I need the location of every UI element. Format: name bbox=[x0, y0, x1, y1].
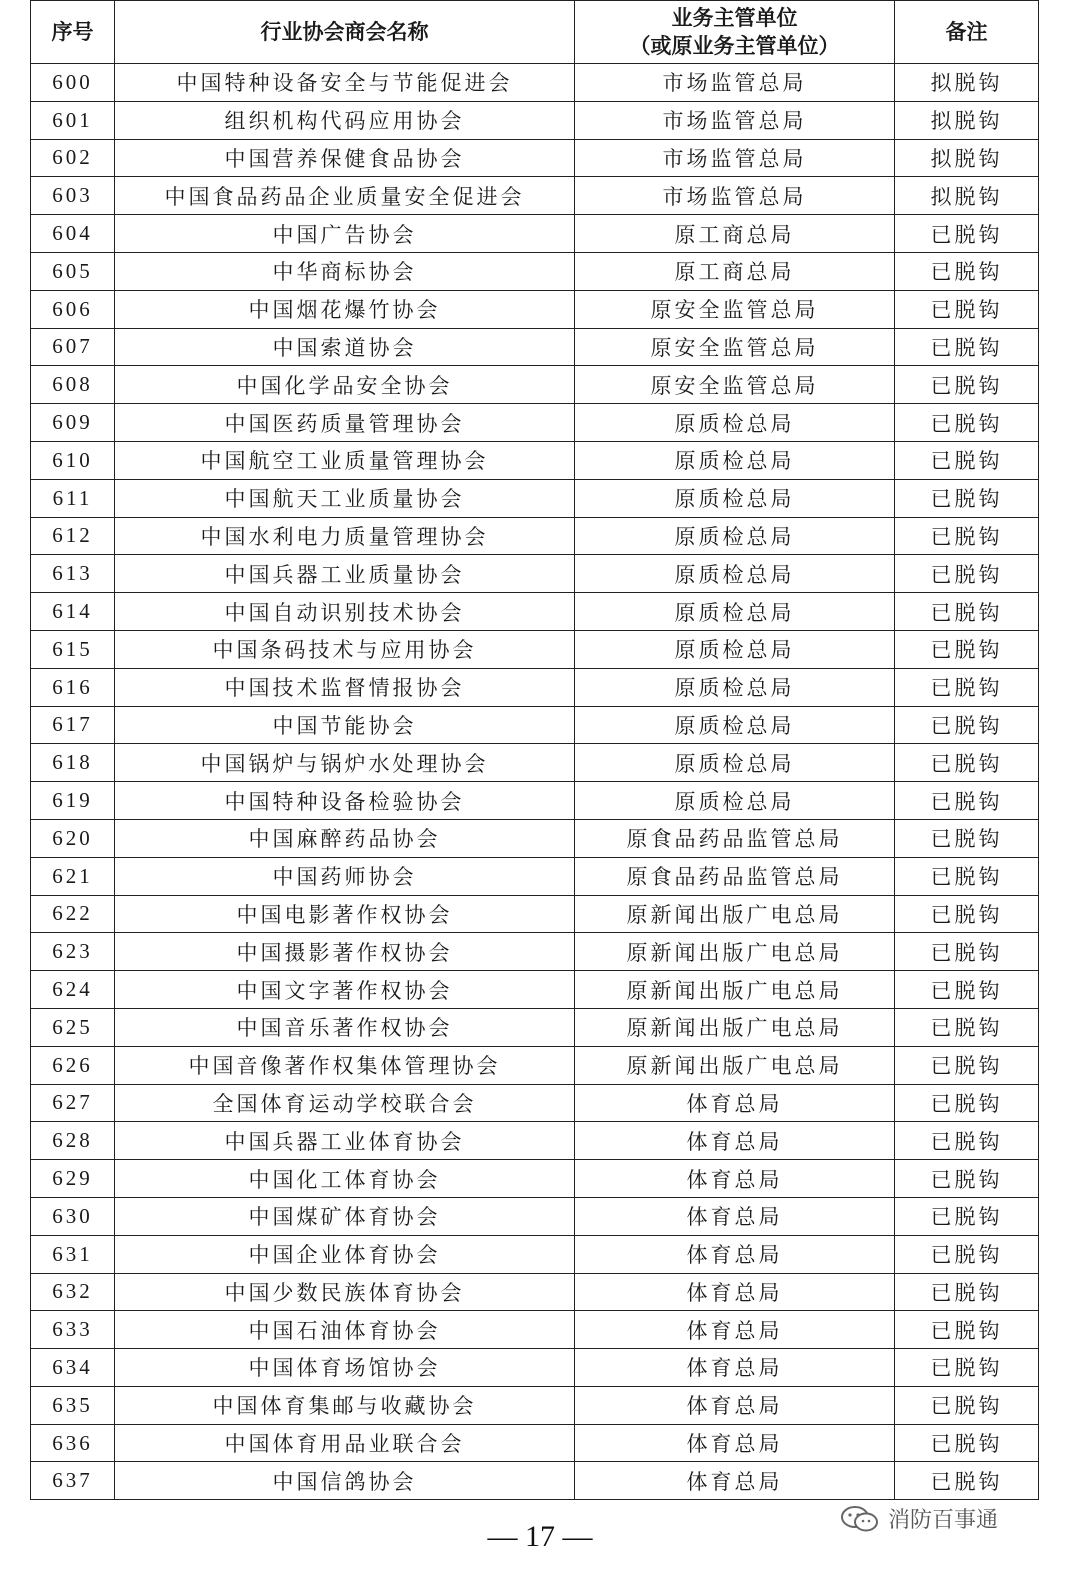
row-number: 620 bbox=[31, 819, 115, 857]
association-name: 中国药师协会 bbox=[115, 857, 575, 895]
supervising-authority: 体育总局 bbox=[575, 1235, 895, 1273]
row-number: 637 bbox=[31, 1462, 115, 1500]
watermark bbox=[840, 1503, 998, 1534]
table-row bbox=[31, 252, 1039, 290]
supervising-authority: 原质检总局 bbox=[575, 668, 895, 706]
row-number: 624 bbox=[31, 971, 115, 1009]
association-name: 中国广告协会 bbox=[115, 215, 575, 253]
supervising-authority: 体育总局 bbox=[575, 1273, 895, 1311]
row-number: 601 bbox=[31, 101, 115, 139]
table-row bbox=[31, 1349, 1039, 1387]
row-number: 627 bbox=[31, 1084, 115, 1122]
table-row bbox=[31, 101, 1039, 139]
row-number: 605 bbox=[31, 252, 115, 290]
remark: 拟脱钩 bbox=[895, 139, 1039, 177]
remark: 已脱钩 bbox=[895, 517, 1039, 555]
row-number: 604 bbox=[31, 215, 115, 253]
remark: 已脱钩 bbox=[895, 1160, 1039, 1198]
supervising-authority: 原质检总局 bbox=[575, 479, 895, 517]
association-name: 中华商标协会 bbox=[115, 252, 575, 290]
supervising-authority: 体育总局 bbox=[575, 1197, 895, 1235]
table-row bbox=[31, 668, 1039, 706]
association-name: 中国条码技术与应用协会 bbox=[115, 630, 575, 668]
remark: 已脱钩 bbox=[895, 971, 1039, 1009]
supervising-authority: 原新闻出版广电总局 bbox=[575, 895, 895, 933]
row-number: 606 bbox=[31, 290, 115, 328]
supervising-authority: 原工商总局 bbox=[575, 215, 895, 253]
header-name: 行业协会商会名称 bbox=[115, 1, 575, 64]
row-number: 603 bbox=[31, 177, 115, 215]
table-row bbox=[31, 139, 1039, 177]
row-number: 619 bbox=[31, 782, 115, 820]
supervising-authority: 原质检总局 bbox=[575, 744, 895, 782]
association-name: 中国锅炉与锅炉水处理协会 bbox=[115, 744, 575, 782]
row-number: 633 bbox=[31, 1311, 115, 1349]
table-row bbox=[31, 328, 1039, 366]
association-name: 中国医药质量管理协会 bbox=[115, 404, 575, 442]
supervising-authority: 原工商总局 bbox=[575, 252, 895, 290]
remark: 已脱钩 bbox=[895, 1122, 1039, 1160]
page-number: — 17 — bbox=[487, 1520, 593, 1553]
table-row bbox=[31, 1273, 1039, 1311]
row-number: 628 bbox=[31, 1122, 115, 1160]
remark: 拟脱钩 bbox=[895, 64, 1039, 102]
remark: 已脱钩 bbox=[895, 1008, 1039, 1046]
table-row bbox=[31, 1462, 1039, 1500]
supervising-authority: 市场监管总局 bbox=[575, 177, 895, 215]
table-row bbox=[31, 1386, 1039, 1424]
association-name: 中国烟花爆竹协会 bbox=[115, 290, 575, 328]
row-number: 612 bbox=[31, 517, 115, 555]
association-name: 中国体育用品业联合会 bbox=[115, 1424, 575, 1462]
association-name: 中国兵器工业体育协会 bbox=[115, 1122, 575, 1160]
supervising-authority: 原安全监管总局 bbox=[575, 290, 895, 328]
row-number: 625 bbox=[31, 1008, 115, 1046]
table-header-row bbox=[31, 1, 1039, 64]
supervising-authority: 原食品药品监管总局 bbox=[575, 819, 895, 857]
supervising-authority: 原安全监管总局 bbox=[575, 328, 895, 366]
table-row bbox=[31, 404, 1039, 442]
table-row bbox=[31, 177, 1039, 215]
table-row bbox=[31, 441, 1039, 479]
remark: 已脱钩 bbox=[895, 933, 1039, 971]
header-no: 序号 bbox=[31, 1, 115, 64]
supervising-authority: 原质检总局 bbox=[575, 782, 895, 820]
association-name: 中国化工体育协会 bbox=[115, 1160, 575, 1198]
row-number: 636 bbox=[31, 1424, 115, 1462]
remark: 已脱钩 bbox=[895, 744, 1039, 782]
table-row bbox=[31, 290, 1039, 328]
remark: 已脱钩 bbox=[895, 593, 1039, 631]
supervising-authority: 体育总局 bbox=[575, 1122, 895, 1160]
row-number: 635 bbox=[31, 1386, 115, 1424]
table-row bbox=[31, 744, 1039, 782]
row-number: 632 bbox=[31, 1273, 115, 1311]
remark: 已脱钩 bbox=[895, 1311, 1039, 1349]
remark: 已脱钩 bbox=[895, 1197, 1039, 1235]
row-number: 622 bbox=[31, 895, 115, 933]
remark: 已脱钩 bbox=[895, 1424, 1039, 1462]
row-number: 608 bbox=[31, 366, 115, 404]
association-table bbox=[30, 0, 1039, 1500]
association-name: 中国石油体育协会 bbox=[115, 1311, 575, 1349]
table-row bbox=[31, 971, 1039, 1009]
association-name: 中国水利电力质量管理协会 bbox=[115, 517, 575, 555]
row-number: 611 bbox=[31, 479, 115, 517]
remark: 已脱钩 bbox=[895, 1386, 1039, 1424]
row-number: 623 bbox=[31, 933, 115, 971]
table-row bbox=[31, 1046, 1039, 1084]
supervising-authority: 体育总局 bbox=[575, 1160, 895, 1198]
remark: 已脱钩 bbox=[895, 630, 1039, 668]
row-number: 618 bbox=[31, 744, 115, 782]
association-name: 中国技术监督情报协会 bbox=[115, 668, 575, 706]
row-number: 613 bbox=[31, 555, 115, 593]
table-row bbox=[31, 1311, 1039, 1349]
association-name: 中国体育场馆协会 bbox=[115, 1349, 575, 1387]
remark: 拟脱钩 bbox=[895, 177, 1039, 215]
supervising-authority: 原质检总局 bbox=[575, 555, 895, 593]
header-authority-line2: （或原业务主管单位） bbox=[629, 34, 840, 58]
supervising-authority: 体育总局 bbox=[575, 1424, 895, 1462]
association-name: 中国体育集邮与收藏协会 bbox=[115, 1386, 575, 1424]
wechat-icon bbox=[840, 1505, 880, 1533]
remark: 已脱钩 bbox=[895, 1084, 1039, 1122]
table-row bbox=[31, 517, 1039, 555]
association-name: 中国节能协会 bbox=[115, 706, 575, 744]
table-row bbox=[31, 1008, 1039, 1046]
remark: 已脱钩 bbox=[895, 1273, 1039, 1311]
association-name: 中国航天工业质量协会 bbox=[115, 479, 575, 517]
row-number: 615 bbox=[31, 630, 115, 668]
remark: 已脱钩 bbox=[895, 366, 1039, 404]
row-number: 609 bbox=[31, 404, 115, 442]
row-number: 630 bbox=[31, 1197, 115, 1235]
header-remark: 备注 bbox=[895, 1, 1039, 64]
row-number: 602 bbox=[31, 139, 115, 177]
association-name: 中国特种设备安全与节能促进会 bbox=[115, 64, 575, 102]
remark: 已脱钩 bbox=[895, 252, 1039, 290]
table-row bbox=[31, 593, 1039, 631]
remark: 已脱钩 bbox=[895, 895, 1039, 933]
remark: 已脱钩 bbox=[895, 479, 1039, 517]
table-row bbox=[31, 895, 1039, 933]
association-name: 中国兵器工业质量协会 bbox=[115, 555, 575, 593]
table-row bbox=[31, 1235, 1039, 1273]
supervising-authority: 原新闻出版广电总局 bbox=[575, 1008, 895, 1046]
supervising-authority: 原质检总局 bbox=[575, 517, 895, 555]
supervising-authority: 原新闻出版广电总局 bbox=[575, 1046, 895, 1084]
association-name: 中国摄影著作权协会 bbox=[115, 933, 575, 971]
association-name: 中国食品药品企业质量安全促进会 bbox=[115, 177, 575, 215]
association-name: 中国化学品安全协会 bbox=[115, 366, 575, 404]
supervising-authority: 原食品药品监管总局 bbox=[575, 857, 895, 895]
remark: 已脱钩 bbox=[895, 782, 1039, 820]
row-number: 626 bbox=[31, 1046, 115, 1084]
remark: 已脱钩 bbox=[895, 404, 1039, 442]
table-row bbox=[31, 706, 1039, 744]
table-row bbox=[31, 366, 1039, 404]
remark: 已脱钩 bbox=[895, 1349, 1039, 1387]
association-name: 中国营养保健食品协会 bbox=[115, 139, 575, 177]
table-body bbox=[31, 64, 1039, 1500]
supervising-authority: 原质检总局 bbox=[575, 630, 895, 668]
row-number: 607 bbox=[31, 328, 115, 366]
row-number: 634 bbox=[31, 1349, 115, 1387]
supervising-authority: 市场监管总局 bbox=[575, 139, 895, 177]
supervising-authority: 原质检总局 bbox=[575, 593, 895, 631]
supervising-authority: 体育总局 bbox=[575, 1386, 895, 1424]
association-name: 中国煤矿体育协会 bbox=[115, 1197, 575, 1235]
watermark-text: 消防百事通 bbox=[888, 1508, 999, 1533]
association-name: 中国少数民族体育协会 bbox=[115, 1273, 575, 1311]
remark: 已脱钩 bbox=[895, 1046, 1039, 1084]
association-name: 中国麻醉药品协会 bbox=[115, 819, 575, 857]
remark: 已脱钩 bbox=[895, 555, 1039, 593]
association-name: 中国音像著作权集体管理协会 bbox=[115, 1046, 575, 1084]
remark: 已脱钩 bbox=[895, 290, 1039, 328]
association-name: 中国信鸽协会 bbox=[115, 1462, 575, 1500]
row-number: 617 bbox=[31, 706, 115, 744]
supervising-authority: 体育总局 bbox=[575, 1462, 895, 1500]
association-name: 中国文字著作权协会 bbox=[115, 971, 575, 1009]
table-row bbox=[31, 555, 1039, 593]
remark: 已脱钩 bbox=[895, 857, 1039, 895]
supervising-authority: 市场监管总局 bbox=[575, 64, 895, 102]
association-name: 中国索道协会 bbox=[115, 328, 575, 366]
remark: 已脱钩 bbox=[895, 706, 1039, 744]
association-name: 全国体育运动学校联合会 bbox=[115, 1084, 575, 1122]
row-number: 616 bbox=[31, 668, 115, 706]
remark: 已脱钩 bbox=[895, 1462, 1039, 1500]
supervising-authority: 原质检总局 bbox=[575, 441, 895, 479]
supervising-authority: 原质检总局 bbox=[575, 706, 895, 744]
remark: 已脱钩 bbox=[895, 441, 1039, 479]
row-number: 629 bbox=[31, 1160, 115, 1198]
remark: 已脱钩 bbox=[895, 668, 1039, 706]
row-number: 610 bbox=[31, 441, 115, 479]
table-row bbox=[31, 479, 1039, 517]
row-number: 621 bbox=[31, 857, 115, 895]
association-name: 中国电影著作权协会 bbox=[115, 895, 575, 933]
table-row bbox=[31, 819, 1039, 857]
header-authority-line1: 业务主管单位 bbox=[671, 6, 798, 30]
supervising-authority: 体育总局 bbox=[575, 1311, 895, 1349]
remark: 已脱钩 bbox=[895, 215, 1039, 253]
table-row bbox=[31, 630, 1039, 668]
remark: 已脱钩 bbox=[895, 819, 1039, 857]
association-name: 中国自动识别技术协会 bbox=[115, 593, 575, 631]
association-name: 组织机构代码应用协会 bbox=[115, 101, 575, 139]
table-row bbox=[31, 1424, 1039, 1462]
table-row bbox=[31, 1122, 1039, 1160]
header-authority bbox=[575, 1, 895, 64]
association-name: 中国企业体育协会 bbox=[115, 1235, 575, 1273]
supervising-authority: 原新闻出版广电总局 bbox=[575, 971, 895, 1009]
supervising-authority: 市场监管总局 bbox=[575, 101, 895, 139]
supervising-authority: 原新闻出版广电总局 bbox=[575, 933, 895, 971]
association-name: 中国特种设备检验协会 bbox=[115, 782, 575, 820]
supervising-authority: 原质检总局 bbox=[575, 404, 895, 442]
table-row bbox=[31, 933, 1039, 971]
table-row bbox=[31, 1084, 1039, 1122]
association-name: 中国音乐著作权协会 bbox=[115, 1008, 575, 1046]
row-number: 600 bbox=[31, 64, 115, 102]
supervising-authority: 原安全监管总局 bbox=[575, 366, 895, 404]
table-row bbox=[31, 782, 1039, 820]
supervising-authority: 体育总局 bbox=[575, 1349, 895, 1387]
association-name: 中国航空工业质量管理协会 bbox=[115, 441, 575, 479]
row-number: 631 bbox=[31, 1235, 115, 1273]
table-row bbox=[31, 215, 1039, 253]
table-row bbox=[31, 64, 1039, 102]
row-number: 614 bbox=[31, 593, 115, 631]
table-row bbox=[31, 1197, 1039, 1235]
supervising-authority: 体育总局 bbox=[575, 1084, 895, 1122]
table-row bbox=[31, 857, 1039, 895]
remark: 拟脱钩 bbox=[895, 101, 1039, 139]
remark: 已脱钩 bbox=[895, 1235, 1039, 1273]
remark: 已脱钩 bbox=[895, 328, 1039, 366]
table-row bbox=[31, 1160, 1039, 1198]
